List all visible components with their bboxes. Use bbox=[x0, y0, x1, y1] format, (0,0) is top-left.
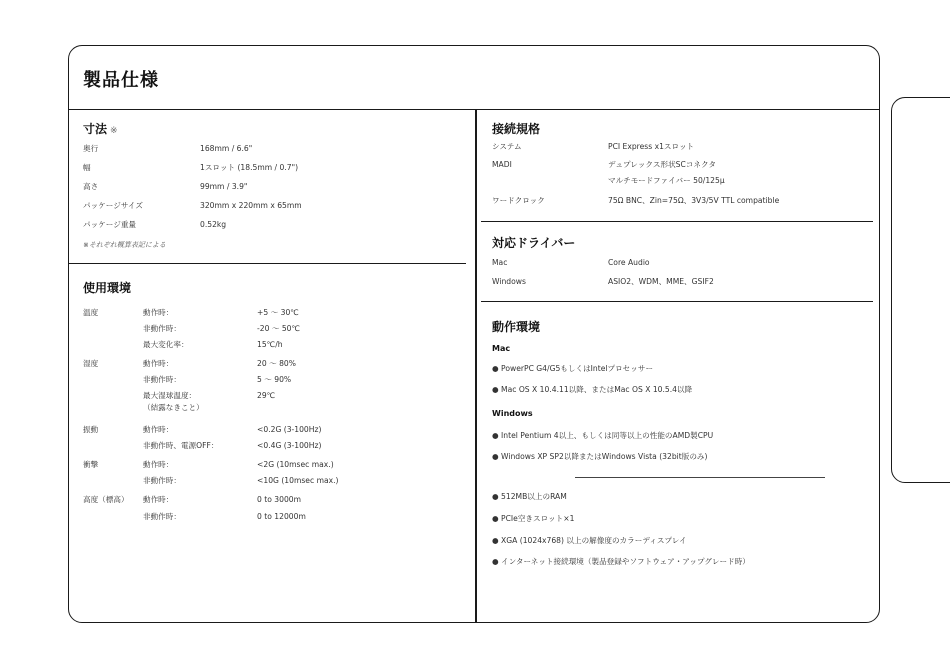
title-divider bbox=[69, 109, 879, 110]
requirement-item: ● 512MB以上のRAM bbox=[492, 492, 567, 501]
dimensions-footnote: ※それぞれ概算表記による bbox=[83, 241, 166, 249]
interface-label: MADI bbox=[492, 160, 512, 169]
dimension-label: 高さ bbox=[83, 182, 99, 191]
env-value: +5 ～ 30℃ bbox=[257, 308, 299, 317]
env-value: <10G (10msec max.) bbox=[257, 476, 339, 485]
env-condition: 最大湿球温度： bbox=[143, 391, 197, 400]
drivers-heading: 対応ドライバー bbox=[492, 236, 576, 250]
env-value: 20 ～ 80% bbox=[257, 359, 296, 368]
env-value: 15℃/h bbox=[257, 340, 283, 349]
interface-heading: 接続規格 bbox=[492, 122, 541, 136]
dimension-value: 0.52kg bbox=[200, 220, 227, 229]
env-value: <0.4G (3-100Hz) bbox=[257, 441, 322, 450]
interface-value: マルチモードファイバー 50/125μ bbox=[608, 176, 725, 185]
driver-label: Windows bbox=[492, 277, 526, 286]
requirement-item: ● Intel Pentium 4以上、もしくは同等以上の性能のAMD製CPU bbox=[492, 431, 714, 440]
side-tab bbox=[891, 97, 950, 483]
env-condition-note: （結露なきこと） bbox=[143, 403, 204, 412]
environment-heading: 使用環境 bbox=[83, 281, 132, 295]
spec-card bbox=[68, 45, 880, 623]
dimension-value: 1スロット (18.5mm / 0.7") bbox=[200, 163, 299, 172]
env-value: <2G (10msec max.) bbox=[257, 460, 334, 469]
interface-value: デュプレックス形状SCコネクタ bbox=[608, 160, 717, 169]
env-category-label: 振動 bbox=[83, 425, 99, 434]
env-condition: 動作時： bbox=[143, 495, 174, 504]
env-condition: 動作時： bbox=[143, 460, 174, 469]
column-divider bbox=[475, 109, 477, 622]
env-category-label: 衝撃 bbox=[83, 460, 99, 469]
requirement-item: ● インターネット接続環境（製品登録やソフトウェア・アップグレード時） bbox=[492, 557, 750, 566]
requirement-item: ● Windows XP SP2以降またはWindows Vista (32bit版のみ) bbox=[492, 452, 708, 461]
dimension-label: 奥行 bbox=[83, 144, 99, 153]
dimension-label: 幅 bbox=[83, 163, 91, 172]
interface-label: ワードクロック bbox=[492, 196, 545, 205]
section-divider bbox=[481, 221, 873, 222]
driver-label: Mac bbox=[492, 258, 508, 267]
env-condition: 非動作時： bbox=[143, 324, 181, 333]
interface-value: PCI Express x1スロット bbox=[608, 142, 695, 151]
page-title: 製品仕様 bbox=[83, 70, 159, 91]
dimension-label: パッケージ重量 bbox=[83, 220, 137, 229]
env-value: 0 to 3000m bbox=[257, 495, 302, 504]
dimension-label: パッケージサイズ bbox=[83, 201, 143, 210]
env-value: 5 ～ 90% bbox=[257, 375, 292, 384]
env-condition: 動作時： bbox=[143, 425, 174, 434]
mac-subheading: Mac bbox=[492, 344, 511, 353]
env-condition: 非動作時、電源OFF： bbox=[143, 441, 219, 450]
requirement-item: ● PowerPC G4/G5もしくはIntelプロセッサー bbox=[492, 364, 654, 373]
driver-value: ASIO2、WDM、MME、GSIF2 bbox=[608, 277, 714, 286]
section-divider bbox=[481, 301, 873, 302]
env-condition: 最大変化率： bbox=[143, 340, 189, 349]
dimension-value: 320mm x 220mm x 65mm bbox=[200, 201, 302, 210]
env-condition: 非動作時： bbox=[143, 375, 181, 384]
driver-value: Core Audio bbox=[608, 258, 650, 267]
windows-subheading: Windows bbox=[492, 409, 533, 418]
env-category-label: 高度（標高） bbox=[83, 495, 129, 504]
dimensions-heading: 寸法 ※ bbox=[83, 122, 118, 136]
dimension-value: 168mm / 6.6" bbox=[200, 144, 253, 153]
requirement-item: ● Mac OS X 10.4.11以降、またはMac OS X 10.5.4以降 bbox=[492, 385, 693, 394]
env-condition: 動作時： bbox=[143, 308, 174, 317]
footnote-mark: ※ bbox=[110, 126, 118, 136]
dimension-value: 99mm / 3.9" bbox=[200, 182, 248, 191]
env-condition: 非動作時： bbox=[143, 512, 181, 521]
env-value: 0 to 12000m bbox=[257, 512, 306, 521]
env-category-label: 湿度 bbox=[83, 359, 99, 368]
env-value: -20 ～ 50℃ bbox=[257, 324, 301, 333]
requirement-item: ● XGA (1024x768) 以上の解像度のカラーディスプレイ bbox=[492, 536, 687, 545]
env-value: <0.2G (3-100Hz) bbox=[257, 425, 322, 434]
interface-label: システム bbox=[492, 142, 522, 151]
section-divider bbox=[69, 263, 466, 264]
requirement-item: ● PCIe空きスロット×1 bbox=[492, 514, 575, 523]
env-value: 29℃ bbox=[257, 391, 276, 400]
requirements-heading: 動作環境 bbox=[492, 320, 541, 334]
env-category-label: 温度 bbox=[83, 308, 99, 317]
env-condition: 非動作時： bbox=[143, 476, 181, 485]
list-divider bbox=[575, 477, 825, 478]
env-condition: 動作時： bbox=[143, 359, 174, 368]
interface-value: 75Ω BNC、Zin=75Ω、3V3/5V TTL compatible bbox=[608, 196, 780, 205]
